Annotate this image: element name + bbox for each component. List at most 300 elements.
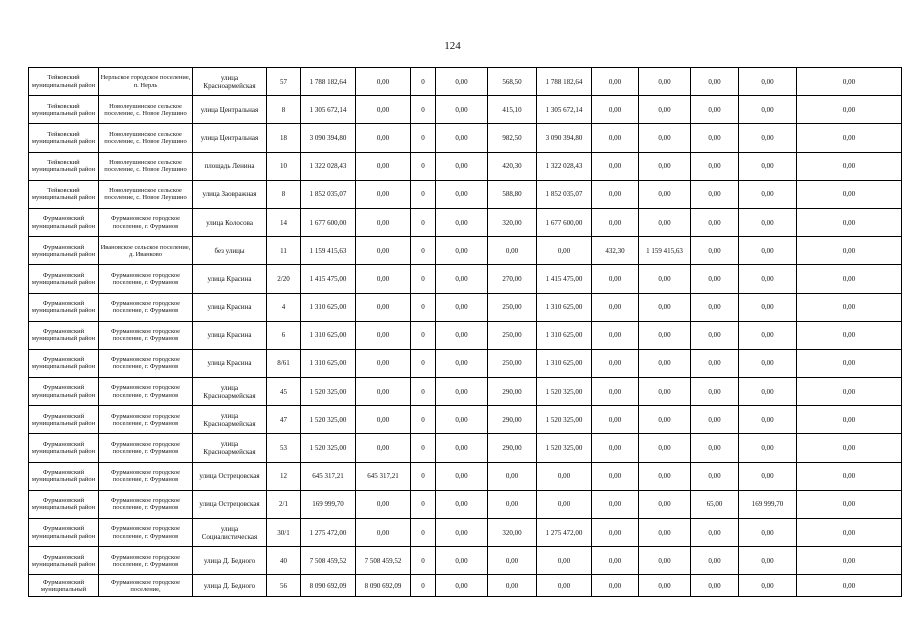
cell-count-1: 0	[411, 152, 436, 180]
cell-cost-4: 0,00	[639, 575, 691, 597]
cell-cost-4: 0,00	[639, 378, 691, 406]
cell-area-3: 0,00	[691, 321, 739, 349]
cell-cost-3: 1 310 625,00	[537, 321, 592, 349]
cell-area-2: 0,00	[592, 321, 639, 349]
table-row	[29, 321, 902, 349]
cell-count-1: 0	[411, 547, 436, 575]
cell-count-1: 0	[411, 434, 436, 462]
cell-area-1: 290,00	[488, 378, 537, 406]
cell-cost-3: 0,00	[537, 490, 592, 518]
cell-area-1: 0,00	[488, 490, 537, 518]
cell-settlement: Фурмановское городское поселение, г. Фурманов	[99, 378, 193, 406]
cell-district: Фурмановский муниципальный район	[29, 378, 99, 406]
cell-cost-1: 0,00	[356, 124, 411, 152]
table-row	[29, 349, 902, 377]
cell-house-number: 18	[267, 124, 301, 152]
cell-cost-1: 0,00	[356, 349, 411, 377]
cell-cost-2: 0,00	[436, 547, 488, 575]
cell-cost-5: 169 999,70	[739, 490, 797, 518]
cell-total-cost: 1 415 475,00	[301, 265, 356, 293]
cell-cost-6: 0,00	[797, 180, 902, 208]
cell-district: Тейковский муниципальный район	[29, 96, 99, 124]
table-row	[29, 406, 902, 434]
cell-house-number: 6	[267, 321, 301, 349]
cell-cost-4: 0,00	[639, 124, 691, 152]
cell-area-2: 0,00	[592, 575, 639, 597]
data-table	[28, 67, 902, 597]
table-row	[29, 293, 902, 321]
table-row	[29, 378, 902, 406]
cell-cost-5: 0,00	[739, 462, 797, 490]
cell-area-1: 0,00	[488, 547, 537, 575]
cell-house-number: 45	[267, 378, 301, 406]
cell-area-3: 0,00	[691, 547, 739, 575]
cell-cost-2: 0,00	[436, 237, 488, 265]
cell-cost-2: 0,00	[436, 490, 488, 518]
cell-street: улица Заовражная	[193, 180, 267, 208]
cell-cost-5: 0,00	[739, 208, 797, 236]
cell-total-cost: 1 852 035,07	[301, 180, 356, 208]
cell-house-number: 40	[267, 547, 301, 575]
cell-area-3: 0,00	[691, 462, 739, 490]
cell-area-2: 0,00	[592, 547, 639, 575]
cell-total-cost: 1 305 672,14	[301, 96, 356, 124]
cell-cost-4: 0,00	[639, 152, 691, 180]
cell-district: Фурмановский муниципальный район	[29, 321, 99, 349]
cell-cost-2: 0,00	[436, 378, 488, 406]
cell-district: Тейковский муниципальный район	[29, 68, 99, 96]
cell-total-cost: 1 520 325,00	[301, 378, 356, 406]
cell-cost-1: 0,00	[356, 293, 411, 321]
cell-cost-6: 0,00	[797, 237, 902, 265]
cell-area-3: 65,00	[691, 490, 739, 518]
cell-area-2: 0,00	[592, 152, 639, 180]
cell-cost-5: 0,00	[739, 180, 797, 208]
cell-cost-3: 1 275 472,00	[537, 519, 592, 547]
cell-cost-4: 0,00	[639, 265, 691, 293]
cell-cost-6: 0,00	[797, 96, 902, 124]
cell-count-1: 0	[411, 208, 436, 236]
cell-cost-5: 0,00	[739, 293, 797, 321]
table-row	[29, 519, 902, 547]
cell-street: улица Острецовская	[193, 462, 267, 490]
cell-street: площадь Ленина	[193, 152, 267, 180]
cell-cost-6: 0,00	[797, 349, 902, 377]
cell-cost-2: 0,00	[436, 519, 488, 547]
cell-area-1: 320,00	[488, 208, 537, 236]
cell-cost-6: 0,00	[797, 208, 902, 236]
table-row	[29, 462, 902, 490]
cell-area-1: 250,00	[488, 321, 537, 349]
cell-cost-4: 0,00	[639, 321, 691, 349]
cell-cost-3: 3 090 394,80	[537, 124, 592, 152]
cell-house-number: 4	[267, 293, 301, 321]
cell-cost-1: 0,00	[356, 68, 411, 96]
table-row	[29, 434, 902, 462]
cell-district: Фурмановский муниципальный район	[29, 406, 99, 434]
cell-cost-1: 0,00	[356, 237, 411, 265]
cell-cost-1: 0,00	[356, 96, 411, 124]
cell-cost-1: 0,00	[356, 265, 411, 293]
cell-cost-5: 0,00	[739, 152, 797, 180]
cell-cost-3: 1 852 035,07	[537, 180, 592, 208]
cell-street: улица Центральная	[193, 96, 267, 124]
cell-cost-4: 0,00	[639, 96, 691, 124]
cell-cost-1: 0,00	[356, 378, 411, 406]
cell-house-number: 8/61	[267, 349, 301, 377]
cell-count-1: 0	[411, 490, 436, 518]
cell-cost-2: 0,00	[436, 152, 488, 180]
cell-cost-6: 0,00	[797, 547, 902, 575]
cell-cost-5: 0,00	[739, 406, 797, 434]
cell-house-number: 47	[267, 406, 301, 434]
cell-cost-4: 0,00	[639, 68, 691, 96]
cell-district: Фурмановский муниципальный район	[29, 434, 99, 462]
table-row	[29, 68, 902, 96]
cell-cost-2: 0,00	[436, 208, 488, 236]
cell-cost-2: 0,00	[436, 68, 488, 96]
cell-area-3: 0,00	[691, 265, 739, 293]
cell-cost-2: 0,00	[436, 96, 488, 124]
cell-area-3: 0,00	[691, 406, 739, 434]
cell-cost-4: 1 159 415,63	[639, 237, 691, 265]
cell-cost-6: 0,00	[797, 265, 902, 293]
cell-settlement: Фурмановское городское поселение, г. Фурманов	[99, 490, 193, 518]
cell-street: улица Красноармейская	[193, 378, 267, 406]
cell-district: Фурмановский муниципальный район	[29, 208, 99, 236]
cell-house-number: 2/1	[267, 490, 301, 518]
cell-total-cost: 8 090 692,09	[301, 575, 356, 597]
cell-house-number: 53	[267, 434, 301, 462]
cell-area-3: 0,00	[691, 349, 739, 377]
cell-area-1: 982,50	[488, 124, 537, 152]
cell-area-3: 0,00	[691, 293, 739, 321]
table-row	[29, 547, 902, 575]
cell-cost-3: 1 310 625,00	[537, 349, 592, 377]
cell-total-cost: 1 520 325,00	[301, 434, 356, 462]
table-row	[29, 208, 902, 236]
cell-total-cost: 645 317,21	[301, 462, 356, 490]
cell-cost-3: 1 677 600,00	[537, 208, 592, 236]
cell-district: Тейковский муниципальный район	[29, 152, 99, 180]
cell-district: Фурмановский муниципальный район	[29, 237, 99, 265]
cell-cost-4: 0,00	[639, 490, 691, 518]
cell-cost-2: 0,00	[436, 180, 488, 208]
cell-cost-1: 8 090 692,09	[356, 575, 411, 597]
cell-count-1: 0	[411, 575, 436, 597]
cell-cost-6: 0,00	[797, 490, 902, 518]
cell-cost-3: 1 788 182,64	[537, 68, 592, 96]
cell-total-cost: 1 275 472,00	[301, 519, 356, 547]
cell-district: Фурмановский муниципальный район	[29, 265, 99, 293]
cell-settlement: Фурмановское городское поселение, г. Фурманов	[99, 462, 193, 490]
cell-total-cost: 1 322 028,43	[301, 152, 356, 180]
cell-cost-5: 0,00	[739, 349, 797, 377]
cell-cost-6: 0,00	[797, 378, 902, 406]
cell-cost-1: 0,00	[356, 434, 411, 462]
cell-cost-2: 0,00	[436, 434, 488, 462]
table-row	[29, 124, 902, 152]
cell-cost-4: 0,00	[639, 180, 691, 208]
cell-count-1: 0	[411, 237, 436, 265]
cell-area-2: 0,00	[592, 180, 639, 208]
cell-total-cost: 1 159 415,63	[301, 237, 356, 265]
cell-cost-2: 0,00	[436, 293, 488, 321]
cell-count-1: 0	[411, 124, 436, 152]
cell-count-1: 0	[411, 293, 436, 321]
cell-street: без улицы	[193, 237, 267, 265]
cell-street: улица Д. Бедного	[193, 575, 267, 597]
cell-house-number: 10	[267, 152, 301, 180]
cell-total-cost: 3 090 394,80	[301, 124, 356, 152]
cell-street: улица Красноармейская	[193, 406, 267, 434]
cell-settlement: Фурмановское городское поселение, г. Фурманов	[99, 434, 193, 462]
cell-cost-4: 0,00	[639, 462, 691, 490]
cell-cost-5: 0,00	[739, 68, 797, 96]
cell-area-3: 0,00	[691, 237, 739, 265]
cell-cost-5: 0,00	[739, 547, 797, 575]
cell-settlement: Новолеушинское сельское поселение, с. Новое Леушино	[99, 152, 193, 180]
cell-cost-6: 0,00	[797, 152, 902, 180]
cell-area-3: 0,00	[691, 434, 739, 462]
cell-cost-3: 1 322 028,43	[537, 152, 592, 180]
table-row	[29, 180, 902, 208]
cell-area-2: 0,00	[592, 293, 639, 321]
table-row	[29, 575, 902, 597]
cell-house-number: 8	[267, 180, 301, 208]
cell-settlement: Фурмановское городское поселение, г. Фурманов	[99, 265, 193, 293]
cell-cost-2: 0,00	[436, 575, 488, 597]
table-row	[29, 96, 902, 124]
cell-street: улица Центральная	[193, 124, 267, 152]
cell-total-cost: 1 310 625,00	[301, 349, 356, 377]
cell-settlement: Фурмановское городское поселение, г. Фурманов	[99, 208, 193, 236]
table-row	[29, 265, 902, 293]
cell-total-cost: 7 508 459,52	[301, 547, 356, 575]
cell-street: улица Красноармейская	[193, 434, 267, 462]
cell-area-2: 0,00	[592, 406, 639, 434]
cell-area-2: 0,00	[592, 519, 639, 547]
cell-district: Фурмановский муниципальный район	[29, 349, 99, 377]
cell-area-3: 0,00	[691, 180, 739, 208]
cell-count-1: 0	[411, 406, 436, 434]
cell-settlement: Новолеушинское сельское поселение, с. Новое Леушино	[99, 180, 193, 208]
cell-settlement: Фурмановское городское поселение, г. Фурманов	[99, 321, 193, 349]
cell-area-3: 0,00	[691, 96, 739, 124]
cell-street: улица Д. Бедного	[193, 547, 267, 575]
cell-settlement: Фурмановское городское поселение,	[99, 575, 193, 597]
cell-cost-5: 0,00	[739, 96, 797, 124]
cell-house-number: 30/1	[267, 519, 301, 547]
cell-area-2: 0,00	[592, 462, 639, 490]
cell-cost-5: 0,00	[739, 519, 797, 547]
cell-cost-2: 0,00	[436, 124, 488, 152]
cell-area-1: 588,80	[488, 180, 537, 208]
cell-count-1: 0	[411, 68, 436, 96]
cell-area-3: 0,00	[691, 152, 739, 180]
cell-area-1: 250,00	[488, 293, 537, 321]
cell-cost-4: 0,00	[639, 547, 691, 575]
cell-area-1: 290,00	[488, 406, 537, 434]
cell-cost-4: 0,00	[639, 406, 691, 434]
cell-settlement: Ивановское сельское поселение, д. Иванково	[99, 237, 193, 265]
cell-cost-2: 0,00	[436, 321, 488, 349]
cell-cost-5: 0,00	[739, 434, 797, 462]
cell-cost-2: 0,00	[436, 349, 488, 377]
cell-area-1: 250,00	[488, 349, 537, 377]
cell-cost-4: 0,00	[639, 208, 691, 236]
cell-cost-1: 7 508 459,52	[356, 547, 411, 575]
cell-cost-6: 0,00	[797, 434, 902, 462]
cell-district: Тейковский муниципальный район	[29, 124, 99, 152]
cell-cost-6: 0,00	[797, 406, 902, 434]
cell-cost-1: 0,00	[356, 519, 411, 547]
cell-area-1: 0,00	[488, 462, 537, 490]
cell-cost-6: 0,00	[797, 293, 902, 321]
cell-cost-2: 0,00	[436, 265, 488, 293]
cell-area-2: 0,00	[592, 490, 639, 518]
cell-cost-6: 0,00	[797, 575, 902, 597]
cell-area-3: 0,00	[691, 124, 739, 152]
cell-area-1: 420,30	[488, 152, 537, 180]
cell-count-1: 0	[411, 519, 436, 547]
cell-house-number: 8	[267, 96, 301, 124]
cell-cost-1: 0,00	[356, 321, 411, 349]
cell-area-2: 432,30	[592, 237, 639, 265]
cell-cost-3: 1 520 325,00	[537, 406, 592, 434]
cell-house-number: 11	[267, 237, 301, 265]
cell-cost-6: 0,00	[797, 519, 902, 547]
cell-cost-3: 0,00	[537, 575, 592, 597]
cell-cost-3: 0,00	[537, 547, 592, 575]
cell-cost-3: 1 520 325,00	[537, 434, 592, 462]
page-number: 124	[444, 40, 461, 52]
cell-settlement: Новолеушинское сельское поселение, с. Новое Леушино	[99, 124, 193, 152]
cell-cost-1: 0,00	[356, 490, 411, 518]
cell-house-number: 2/20	[267, 265, 301, 293]
cell-district: Фурмановский муниципальный район	[29, 293, 99, 321]
cell-settlement: Фурмановское городское поселение, г. Фурманов	[99, 519, 193, 547]
cell-total-cost: 1 310 625,00	[301, 321, 356, 349]
cell-area-2: 0,00	[592, 265, 639, 293]
cell-area-2: 0,00	[592, 68, 639, 96]
table-row	[29, 152, 902, 180]
cell-area-1: 320,00	[488, 519, 537, 547]
cell-cost-1: 0,00	[356, 152, 411, 180]
table-row	[29, 237, 902, 265]
cell-cost-3: 0,00	[537, 237, 592, 265]
cell-street: улица Колосова	[193, 208, 267, 236]
cell-settlement: Фурмановское городское поселение, г. Фурманов	[99, 349, 193, 377]
cell-street: улица Красина	[193, 265, 267, 293]
cell-count-1: 0	[411, 462, 436, 490]
data-table-wrapper	[28, 67, 905, 597]
cell-cost-5: 0,00	[739, 124, 797, 152]
cell-cost-6: 0,00	[797, 462, 902, 490]
cell-cost-6: 0,00	[797, 321, 902, 349]
cell-count-1: 0	[411, 321, 436, 349]
cell-area-3: 0,00	[691, 575, 739, 597]
cell-area-1: 270,00	[488, 265, 537, 293]
cell-street: улица Красноармейская	[193, 68, 267, 96]
cell-street: улица Острецовская	[193, 490, 267, 518]
cell-area-1: 290,00	[488, 434, 537, 462]
cell-total-cost: 1 788 182,64	[301, 68, 356, 96]
cell-area-2: 0,00	[592, 349, 639, 377]
cell-cost-2: 0,00	[436, 406, 488, 434]
cell-street: улица Красина	[193, 293, 267, 321]
cell-cost-3: 1 310 625,00	[537, 293, 592, 321]
cell-area-1: 0,00	[488, 237, 537, 265]
cell-total-cost: 169 999,70	[301, 490, 356, 518]
cell-area-2: 0,00	[592, 378, 639, 406]
cell-settlement: Фурмановское городское поселение, г. Фурманов	[99, 547, 193, 575]
cell-cost-5: 0,00	[739, 237, 797, 265]
cell-cost-4: 0,00	[639, 519, 691, 547]
cell-house-number: 56	[267, 575, 301, 597]
cell-settlement: Новолеушинское сельское поселение, с. Новое Леушино	[99, 96, 193, 124]
cell-cost-6: 0,00	[797, 68, 902, 96]
cell-area-2: 0,00	[592, 96, 639, 124]
cell-area-3: 0,00	[691, 519, 739, 547]
cell-count-1: 0	[411, 265, 436, 293]
cell-cost-1: 0,00	[356, 180, 411, 208]
cell-area-1: 415,10	[488, 96, 537, 124]
cell-cost-5: 0,00	[739, 321, 797, 349]
cell-house-number: 57	[267, 68, 301, 96]
cell-cost-5: 0,00	[739, 575, 797, 597]
cell-district: Фурмановский муниципальный	[29, 575, 99, 597]
cell-house-number: 12	[267, 462, 301, 490]
cell-street: улица Социалистическая	[193, 519, 267, 547]
cell-street: улица Красина	[193, 349, 267, 377]
cell-cost-3: 1 305 672,14	[537, 96, 592, 124]
cell-area-3: 0,00	[691, 378, 739, 406]
cell-cost-5: 0,00	[739, 265, 797, 293]
cell-settlement: Фурмановское городское поселение, г. Фурманов	[99, 406, 193, 434]
cell-cost-3: 1 520 325,00	[537, 378, 592, 406]
cell-settlement: Нерльское городское поселение, п. Нерль	[99, 68, 193, 96]
cell-street: улица Красина	[193, 321, 267, 349]
table-row	[29, 490, 902, 518]
cell-cost-4: 0,00	[639, 293, 691, 321]
cell-district: Фурмановский муниципальный район	[29, 547, 99, 575]
cell-house-number: 14	[267, 208, 301, 236]
cell-settlement: Фурмановское городское поселение, г. Фурманов	[99, 293, 193, 321]
cell-area-2: 0,00	[592, 434, 639, 462]
cell-cost-2: 0,00	[436, 462, 488, 490]
cell-area-3: 0,00	[691, 68, 739, 96]
cell-area-1: 0,00	[488, 575, 537, 597]
cell-area-2: 0,00	[592, 208, 639, 236]
cell-cost-5: 0,00	[739, 378, 797, 406]
cell-district: Фурмановский муниципальный район	[29, 490, 99, 518]
cell-total-cost: 1 520 325,00	[301, 406, 356, 434]
cell-area-3: 0,00	[691, 208, 739, 236]
cell-cost-1: 0,00	[356, 208, 411, 236]
cell-district: Фурмановский муниципальный район	[29, 462, 99, 490]
cell-total-cost: 1 310 625,00	[301, 293, 356, 321]
cell-district: Фурмановский муниципальный район	[29, 519, 99, 547]
cell-area-2: 0,00	[592, 124, 639, 152]
cell-cost-4: 0,00	[639, 434, 691, 462]
cell-cost-4: 0,00	[639, 349, 691, 377]
cell-count-1: 0	[411, 378, 436, 406]
cell-cost-3: 1 415 475,00	[537, 265, 592, 293]
cell-cost-6: 0,00	[797, 124, 902, 152]
cell-area-1: 568,50	[488, 68, 537, 96]
cell-district: Тейковский муниципальный район	[29, 180, 99, 208]
